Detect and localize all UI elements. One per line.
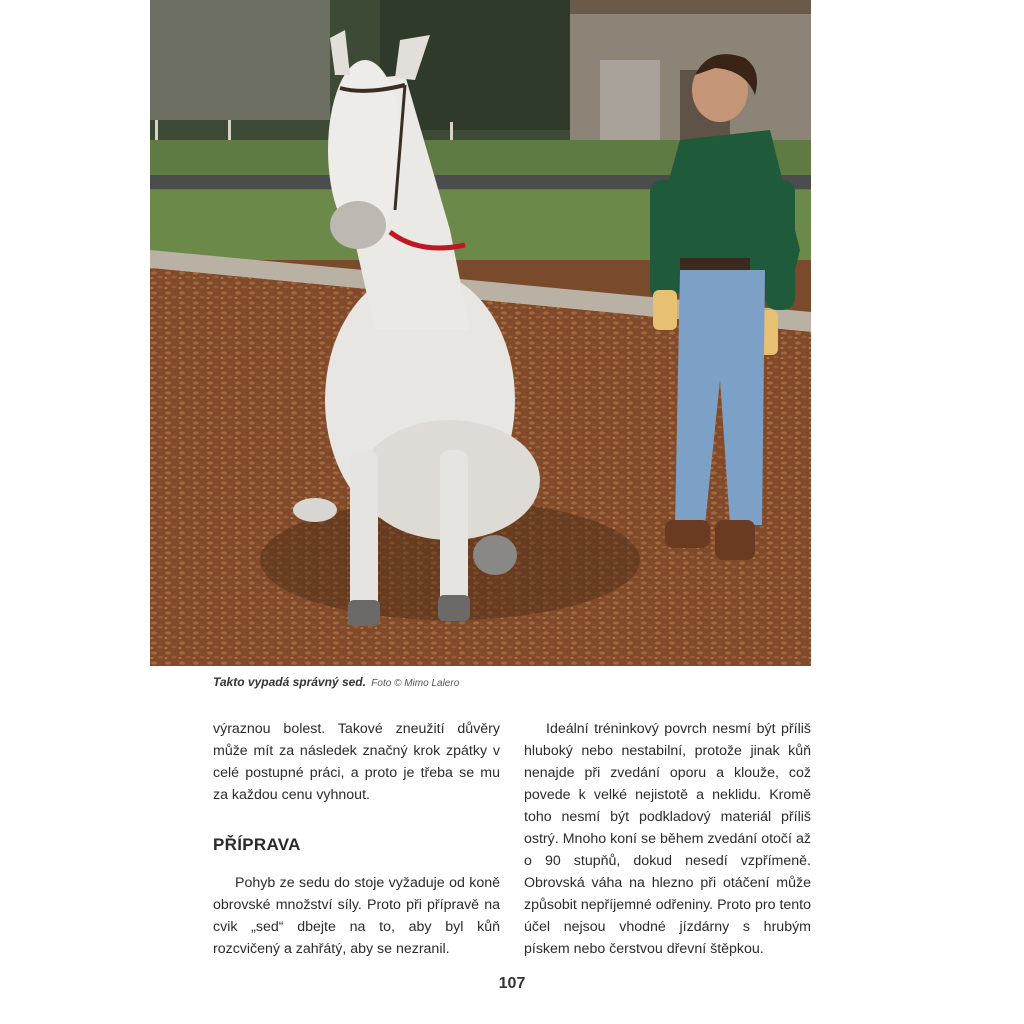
caption-title: Takto vypadá správný sed. [213, 675, 366, 689]
page-number: 107 [498, 975, 526, 992]
right-paragraph-1: Ideální tréninkový povrch nesmí být příliš hluboký nebo nestabilní, protože jinak kůň nenajde při zvedání oporu a klouže, což povede k velké nejistotě a neklidu. Kromě toho nesmí být podkladový materiál příliš ostrý. Mnoho koní se během zvedání otočí až o 90 stupňů, dokud nesedí vzpřímeně. Obrovská váha na hlezno při otáčení může způsobit nepříjemné odřeniny. Proto pro tento účel nejsou vhodné jízdárny s hrubým pískem nebo čerstvou dřevní štěpkou. [524, 721, 811, 957]
left-paragraph-2: Pohyb ze sedu do stoje vyžaduje od koně obrovské množství síly. Proto při přípravě na cvik „sed“ dbejte na to, aby byl kůň rozcvičený a zahřátý, aby se nezranil. [213, 875, 500, 957]
photo-illustration [150, 0, 811, 666]
right-column [524, 718, 811, 960]
photo-caption [213, 675, 459, 689]
left-paragraph-1: výraznou bolest. Takové zneužití důvěry může mít za následek značný krok zpátky v celé postupné práci, a proto je třeba se mu za každou cenu vyhnout. [213, 721, 500, 803]
caption-credit: Foto © Mimo Lalero [371, 678, 460, 689]
photo-horse-sitting [150, 0, 811, 666]
section-heading: PŘÍPRAVA [213, 835, 301, 854]
left-column [213, 718, 500, 960]
